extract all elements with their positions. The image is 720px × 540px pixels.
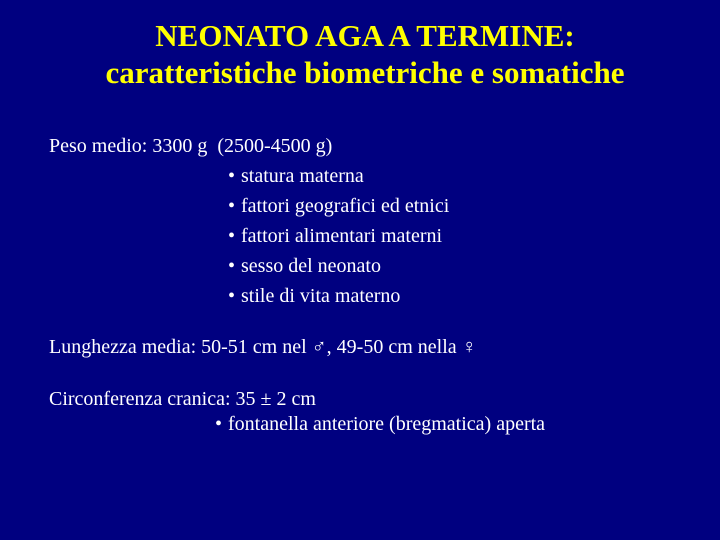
weight-factor-item	[228, 161, 449, 191]
weight-text: Peso medio: 3300 g (2500-4500 g)	[49, 135, 333, 157]
weight-factor-label: fattori alimentari materni	[241, 225, 443, 247]
weight-factor-label: statura materna	[241, 165, 364, 187]
length-text: Lunghezza media: 50-51 cm nel ♂, 49-50 cm nella ♀	[49, 336, 477, 358]
slide-title	[0, 17, 720, 91]
weight-factor-label: fattori geografici ed etnici	[241, 195, 450, 217]
weight-factor-label: stile di vita materno	[241, 285, 401, 307]
bullet-icon: •	[228, 165, 236, 187]
bullet-icon: •	[228, 285, 236, 307]
weight-factor-item	[228, 251, 449, 281]
bullet-icon: •	[228, 195, 236, 217]
title-line-1: NEONATO AGA A TERMINE:	[155, 18, 575, 53]
weight-factors-list	[228, 161, 449, 311]
bullet-icon: •	[228, 255, 236, 277]
weight-factor-label: sesso del neonato	[241, 255, 381, 277]
bullet-icon: •	[215, 413, 223, 435]
weight-factor-item	[228, 281, 449, 311]
weight-factor-item	[228, 191, 449, 221]
circumference-notes-list	[215, 409, 545, 439]
circumference-note-item	[215, 409, 545, 439]
title-line-2: caratteristiche biometriche e somatiche	[105, 55, 625, 90]
bullet-icon: •	[228, 225, 236, 247]
circumference-text: Circonferenza cranica: 35 ± 2 cm	[49, 388, 316, 410]
weight-factor-item	[228, 221, 449, 251]
circumference-note-label: fontanella anteriore (bregmatica) aperta	[228, 413, 546, 435]
